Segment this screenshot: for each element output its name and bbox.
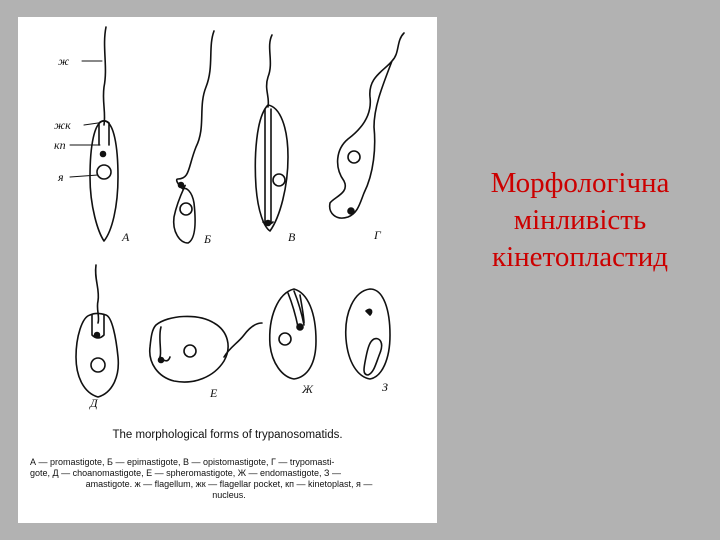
form-label-v: В [288, 230, 296, 244]
label-flagellar-pocket: жк [54, 118, 71, 132]
figure-caption: The morphological forms of trypanosomatids. [112, 429, 343, 441]
slide-title-line: мінливість [513, 204, 647, 236]
label-flagellum: ж [58, 54, 70, 68]
form-label-g: Г [374, 228, 381, 242]
legend-line: gote, Д — choanomastigote, Е — spheromastigote, Ж — endomastigote, З — [30, 468, 341, 478]
form-label-b: Б [204, 232, 212, 246]
form-label-z: З [382, 380, 388, 394]
form-label-a: А [122, 230, 130, 244]
cell-spheromastigote [150, 316, 262, 382]
cell-trypomastigote [330, 33, 404, 218]
legend-line: amastigote. ж — flagellum, жк — flagellar pocket, кп — kinetoplast, я — [85, 479, 373, 489]
form-label-d: Д [90, 396, 98, 410]
cell-promastigote [90, 27, 118, 241]
label-kinetoplast: кп [54, 138, 66, 152]
form-label-e: Е [210, 386, 218, 400]
cell-opistomastigote [255, 35, 288, 231]
slide-title-line: Морфологічна [490, 167, 670, 199]
legend-line: А — promastigote, Б — epimastigote, В — opistomastigote, Г — trypomasti- [30, 457, 335, 467]
cell-endomastigote [270, 289, 316, 379]
figure-legend [30, 457, 428, 501]
legend-line: nucleus. [212, 490, 246, 500]
cell-choanomastigote [76, 265, 118, 397]
label-nucleus: я [58, 170, 64, 184]
slide-title [455, 165, 705, 276]
cell-amastigote [346, 289, 390, 379]
slide-title-line: кінетопластид [491, 241, 668, 273]
trypanosomatid-figure [18, 17, 437, 523]
form-label-zh: Ж [302, 382, 313, 396]
cell-drawings [18, 17, 437, 523]
cell-epimastigote [174, 31, 214, 243]
